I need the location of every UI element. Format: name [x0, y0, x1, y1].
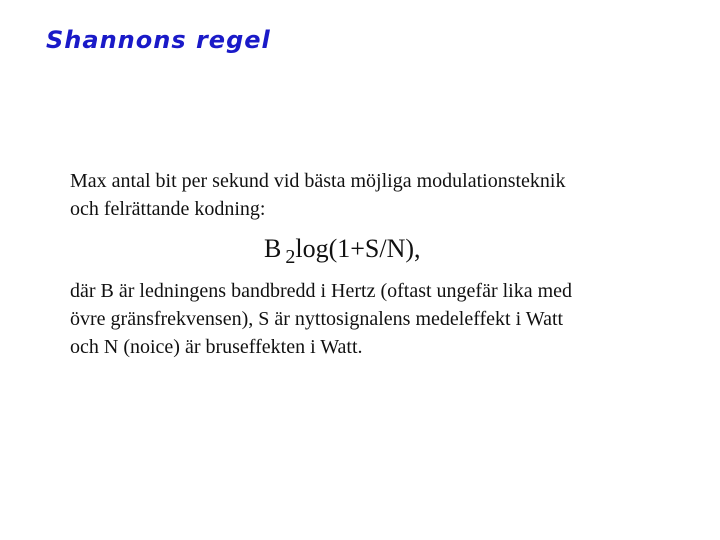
slide-title: Shannons regel: [46, 26, 271, 54]
explanation-paragraph: [70, 277, 700, 361]
explanation-line: där B är ledningens bandbredd i Hertz (oftast ungefär lika med: [70, 280, 573, 302]
explanation-line: övre gränsfrekvensen), S är nyttosignalens medeleffekt i Watt: [70, 308, 564, 330]
intro-paragraph: [70, 167, 690, 223]
formula-expression: log(1+S/N),: [295, 234, 421, 263]
formula-log-base-subscript: 2: [285, 246, 296, 268]
explanation-line: och N (noice) är bruseffekten i Watt.: [70, 336, 363, 358]
shannon-formula: [264, 232, 421, 268]
intro-line: Max antal bit per sekund vid bästa möjliga modulationsteknik: [70, 170, 566, 192]
formula-bandwidth-symbol: B: [264, 234, 282, 263]
intro-line: och felrättande kodning:: [70, 198, 266, 220]
